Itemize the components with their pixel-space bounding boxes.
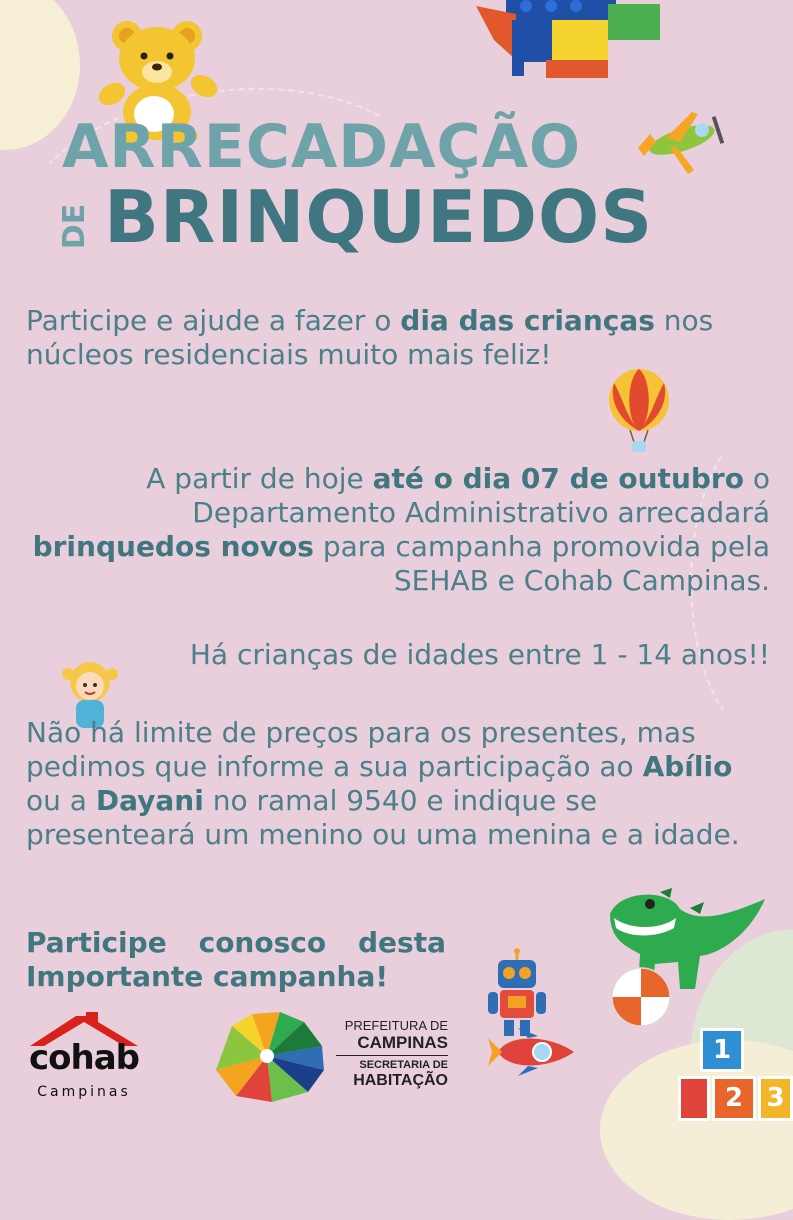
rocket-icon [488,1028,580,1076]
intro-paragraph [26,304,766,372]
title-line-1: ARRECADAÇÃO [62,112,582,182]
p4-post: no ramal 9540 e indique se presenteará um menino ou uma menina e a idade. [26,784,740,851]
p2-post: para campanha promovida pela SEHAB e Cohab Campinas. [313,530,770,597]
pref-line-1: PREFEITURA DE [344,1018,448,1033]
title-line-2: BRINQUEDOS [104,175,654,259]
robot-icon [486,948,548,1038]
hot-air-balloon-icon [606,368,672,454]
p2-pre: A partir de hoje [146,462,373,495]
deadline-paragraph [18,462,770,598]
title-de [58,195,102,255]
p4-pre: Não há limite de preços para os presentes, mas pedimos que informe a sua participação ao [26,716,696,783]
number-blocks-icon [676,1026,793,1121]
title-de-label: DE [57,203,93,250]
toy-blocks-icon [476,0,666,80]
p4-contact-dayani: Dayani [95,784,204,817]
block-extra [678,1076,710,1121]
campinas-logo-icon [212,1006,332,1106]
p2-bold-date: até o dia 07 de outubro [372,462,744,495]
p1-bold: dia das crianças [400,304,655,337]
cohab-logo-subtitle: Campinas [37,1084,131,1100]
p1-post: nos núcleos residenciais muito mais feliz! [26,304,714,371]
cohab-logo-text: cohab [29,1038,139,1078]
airplane-icon [636,108,728,178]
pref-line-4: HABITAÇÃO [353,1072,448,1089]
pref-divider [336,1055,448,1056]
p4-mid: ou a [26,784,96,817]
age-range-paragraph: Há crianças de idades entre 1 - 14 anos!! [189,638,770,671]
pref-line-3: SECRETARIA DE [359,1059,448,1071]
block-2 [712,1076,756,1121]
block-3-label: 3 [766,1083,785,1113]
block-1-label: 1 [712,1035,732,1065]
block-1 [700,1028,744,1072]
prefeitura-logo-text [336,1018,448,1090]
block-2-label: 2 [724,1083,744,1113]
block-3 [758,1076,793,1121]
p1-pre: Participe e ajude a fazer o [26,304,401,337]
instructions-paragraph [26,716,766,852]
p2-mid: o Departamento Administrativo arrecadará [192,462,770,529]
cohab-logo [28,1012,140,1108]
p2-bold-toys: brinquedos novos [32,530,314,563]
call-to-action: Participe conosco desta Importante campanha! [26,926,446,993]
pref-line-2: CAMPINAS [357,1033,448,1052]
beach-ball-icon [610,966,672,1028]
p4-contact-abilio: Abílio [642,750,733,783]
